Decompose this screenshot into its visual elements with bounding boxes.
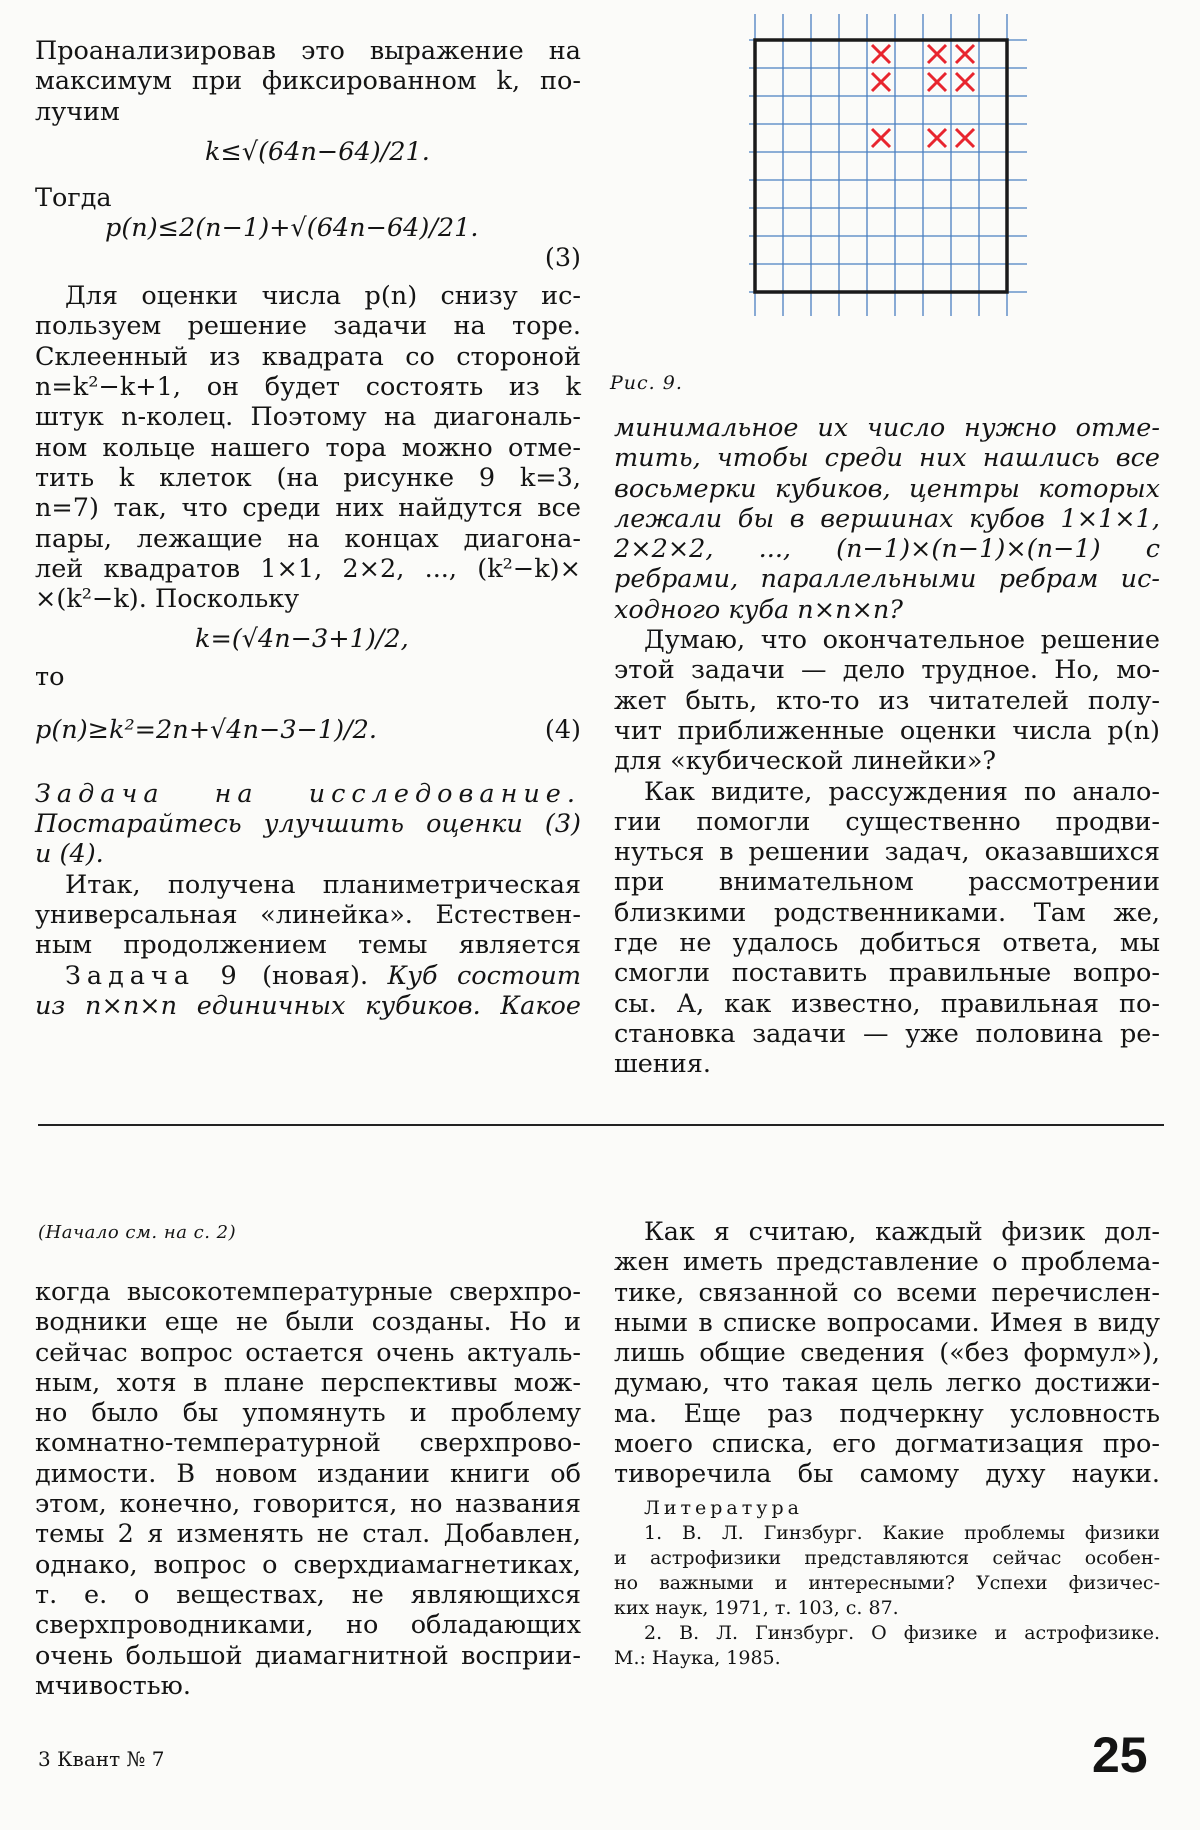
paragraph-physicist: Как я считаю, каждый физик дол- жен иметь представление о проблема- тике, связанной со всеми перечислен- ными в списке вопросами. Имея в виду лишь общие сведения («без формул»), думаю, что такая цель легко достижи- ма. Еще раз подчеркну условность моего списка, его догматизация про- тиворечила бы самому духу науки. — [614, 1217, 1160, 1490]
left-bottom-column — [35, 1277, 581, 1701]
formula-3: p(n)≤2(n−1)+√(64n−64)/21. — [105, 213, 479, 244]
issue-label: 3 Квант № 7 — [38, 1747, 165, 1771]
formula-4: p(n)≥k²=2n+√4n−3−1)/2. (4) — [35, 714, 581, 745]
paragraph-superconductors: когда высокотемпературные сверхпро- водники еще не были созданы. Но и сейчас вопрос остается очень актуаль- ным, хотя в плане перспективы мож- но было бы упомянуть и проблему комнатно-температурной сверхпрово- димости. В новом издании книги об этом, конечно, говорится, но названия темы 2 я изменять не стал. Добавлен, однако, вопрос о сверхдиамагнетиках, т. е. о веществах, не являющихся сверхпроводниками, но обладающих очень большой диамагнитной восприи- мчивостью. — [35, 1277, 581, 1701]
left-top-column — [35, 36, 581, 1021]
formula-k-bound: k≤√(64n−64)/21. — [205, 136, 430, 167]
figure-9-grid — [735, 10, 1065, 340]
right-bottom-column — [614, 1217, 1160, 1671]
literature-heading: Литература — [644, 1496, 803, 1519]
page-number: 25 — [1092, 1727, 1148, 1783]
equation-number-3: (3) — [544, 243, 581, 274]
right-top-column — [614, 413, 1160, 1080]
paragraph-analogy: Как видите, рассуждения по анало- гии помогли существенно продви- нуться в решении задач, оказавшихся при внимательном рассмотрении близкими родственниками. Там же, где не удалось добиться ответа, мы смогли поставить правильные вопро- сы. А, как известно, правильная по- становка задачи — уже половина ре- шения. — [614, 776, 1160, 1080]
reference-2: 2. В. Л. Гинзбург. О физике и астрофизике. М.: Наука, 1985. — [614, 1621, 1160, 1669]
task-9-label: Задача 9 — [65, 960, 243, 991]
paragraph-estimate: Для оценки числа p(n) снизу ис- пользуем решение задачи на торе. Склеенный из квадрата со стороной n=k²−k+1, он будет состоять из k штук n-колец. Поэтому на диагональ- ном кольце нашего тора можно отме- тить k клеток (на рисунке 9 k=3, n=7) так, что среди них найдутся все пары, лежащие на концах диагона- лей квадратов 1×1, 2×2, ..., (k²−k)× ×(k²−k). Поскольку — [35, 281, 581, 615]
equation-number-4: (4) — [544, 714, 581, 745]
research-task: Задача на исследование. Постарайтесь улучшить оценки (3) и (4). — [35, 778, 581, 870]
task-9-continuation: минимальное их число нужно отме- тить, чтобы среди них нашлись все восьмерки кубиков, центры которых лежали бы в вершинах кубов 1×1×1, 2×2×2, ..., (n−1)×(n−1)×(n−1) с ребрами, параллельными ребрам ис- ходного куба n×n×n? — [614, 413, 1160, 625]
paragraph-ruler: Итак, получена планиметрическая универсальная «линейка». Естествен- ным продолжением темы является — [35, 869, 581, 961]
reference-1: 1. В. Л. Гинзбург. Какие проблемы физики и астрофизики представляются сейчас особен- но важными и интересными? Успехи физичес- ких наук, 1971, т. 103, с. 87. — [614, 1521, 1160, 1619]
formula-k-value: k=(√4n−3+1)/2, — [195, 624, 409, 655]
continuation-note: (Начало см. на с. 2) — [38, 1222, 237, 1243]
word-then: Тогда — [35, 182, 112, 213]
task-9: Задача 9 (новая). Куб состоит из n×n×n единичных кубиков. Какое — [35, 960, 582, 1021]
figure-9-caption: Рис. 9. — [610, 372, 683, 394]
word-to: то — [35, 662, 65, 693]
section-divider — [38, 1124, 1164, 1126]
paragraph-difficult: Думаю, что окончательное решение этой задачи — дело трудное. Но, мо- жет быть, кто-то из читателей полу- чит приближенные оценки числа p(n) для «кубической линейки»? — [614, 625, 1160, 777]
paragraph-analysis: Проанализировав это выражение на максимум при фиксированном k, по- лучим — [35, 36, 581, 127]
